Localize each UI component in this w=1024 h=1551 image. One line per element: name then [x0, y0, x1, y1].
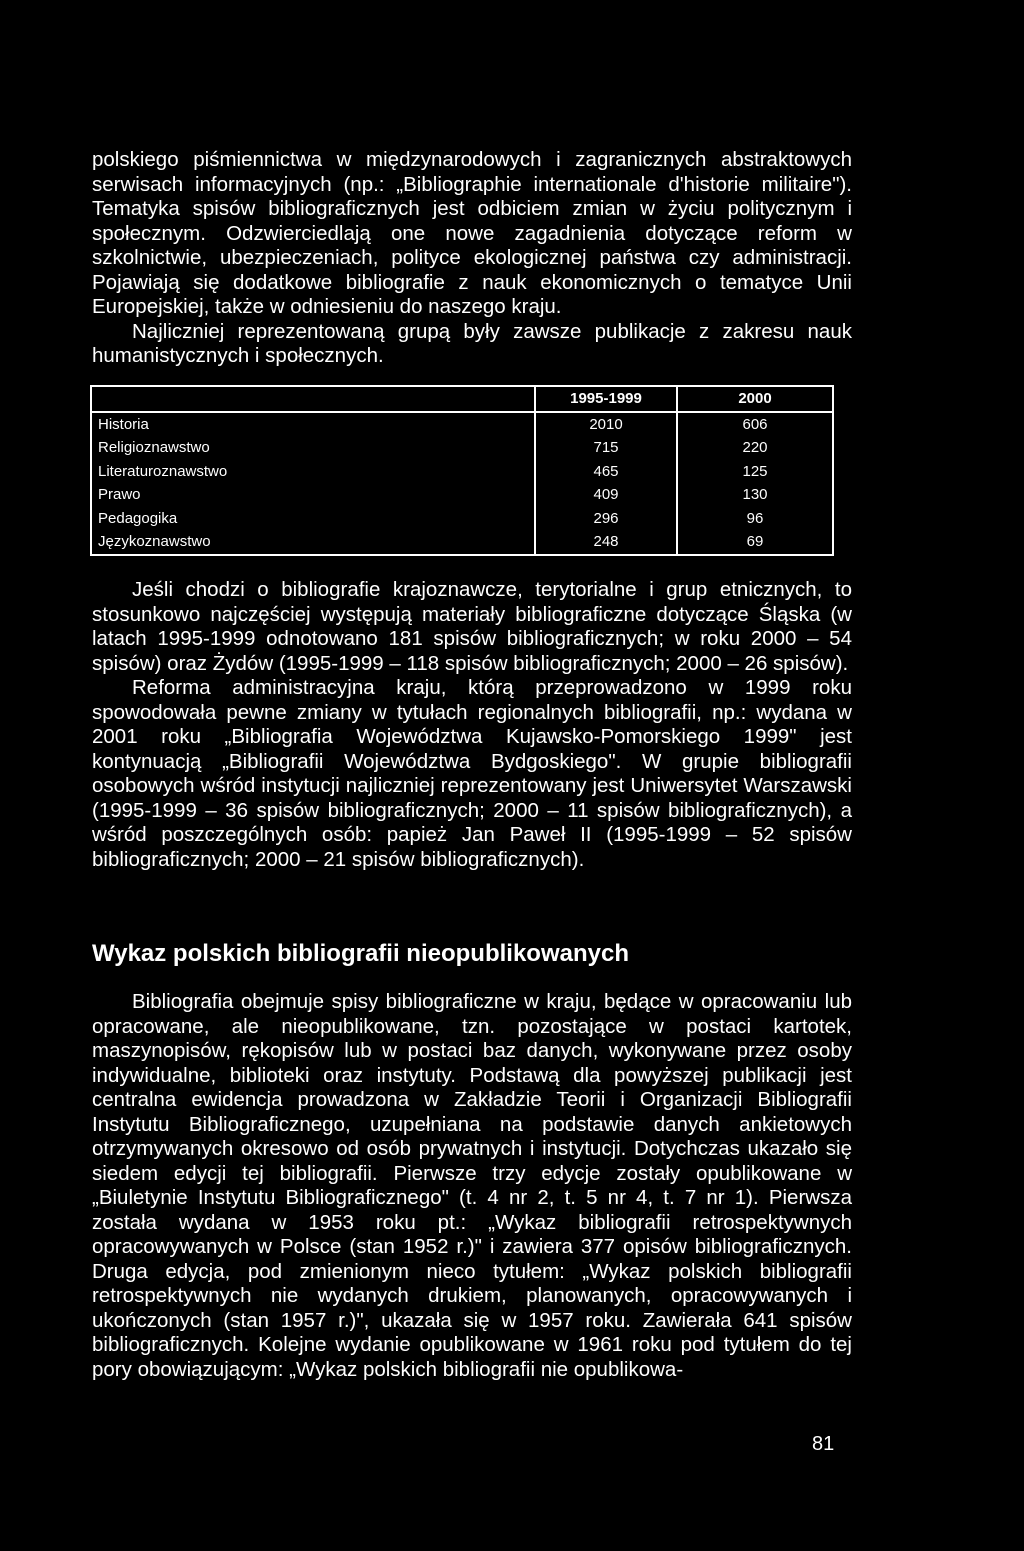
table-cell-value: 715 — [535, 436, 677, 460]
section-paragraph: Bibliografia obejmuje spisy bibliograficzne w kraju, będące w opracowaniu lub opracowane, ale nieopublikowane, tzn. pozostające w postaci kartotek, maszynopisów, rękopisów lub w postaci baz danych, wykonywane przez osoby indywidualne, biblioteki oraz instytuty. Podstawą dla powyższej publikacji jest centralna ewidencja prowadzona w Zakładzie Teorii i Organizacji Bibliografii Instytutu Bibliograficznego, uzupełniana na podstawie danych ankietowych otrzymywanych okresowo od osób prywatnych i instytucji. Dotychczas ukazało się siedem edycji tej bibliografii. Pierwsze trzy edycje zostały opublikowane w „Biuletynie Instytutu Bibliograficznego" (t. 4 nr 2, t. 5 nr 4, t. 7 nr 1). Pierwsza została wydana w 1953 roku pt.: „Wykaz bibliografii retrospektywnych opracowywanych w Polsce (stan 1952 r.)" i zawiera 377 opisów bibliograficznych. Druga edycja, pod zmienionym nieco tytułem: „Wykaz polskich bibliografii retrospektywnych nie wydanych drukiem, planowanych, opracowywanych i ukończonych (stan 1957 r.)", ukazała się w 1957 roku. Zawierała 641 spisów bibliograficznych. Kolejne wydanie opublikowane w 1961 roku pod tytułem do tej pory obowiązującym: „Wykaz polskich bibliografii nie opublikowa- — [92, 990, 852, 1381]
table-cell-value: 2010 — [535, 412, 677, 437]
table-header-cell — [91, 386, 535, 412]
table-cell-category: Językoznawstwo — [91, 530, 535, 555]
table-cell-category: Historia — [91, 412, 535, 437]
table-cell-category: Religioznawstwo — [91, 436, 535, 460]
section-body — [92, 990, 852, 1382]
table-cell-value: 248 — [535, 530, 677, 555]
table-cell-value: 465 — [535, 460, 677, 484]
section-heading: Wykaz polskich bibliografii nieopublikowanych — [92, 940, 629, 967]
body-paragraph: Reforma administracyjna kraju, którą przeprowadzono w 1999 roku spowodowała pewne zmiany w tytułach regionalnych bibliografii, np.: wydana w 2001 roku „Bibliografia Województwa Kujawsko-Pomorskiego 1999" jest kontynuacją „Bibliografii Województwa Bydgoskiego". W grupie bibliografii osobowych wśród instytucji najliczniej reprezentowany jest Uniwersytet Warszawski (1995-1999 – 36 spisów bibliograficznych; 2000 – 11 spisów bibliograficznych), a wśród poszczególnych osób: papież Jan Paweł II (1995-1999 – 52 spisów bibliograficznych; 2000 – 21 spisów bibliograficznych). — [92, 676, 852, 871]
table-row — [91, 460, 833, 484]
table-cell-value: 69 — [677, 530, 833, 555]
table-row — [91, 436, 833, 460]
table-cell-category: Pedagogika — [91, 507, 535, 531]
intro-paragraph-2: Najliczniej reprezentowaną grupą były zawsze publikacje z zakresu nauk humanistycznych i społecznych. — [92, 319, 852, 367]
table-row — [91, 483, 833, 507]
table-cell-value: 606 — [677, 412, 833, 437]
table-cell-category: Literaturoznawstwo — [91, 460, 535, 484]
section-heading-block — [92, 940, 852, 968]
table-cell-category: Prawo — [91, 483, 535, 507]
table-cell-value: 220 — [677, 436, 833, 460]
table-row — [91, 412, 833, 437]
body-paragraph: Jeśli chodzi o bibliografie krajoznawcze, terytorialne i grup etnicznych, to stosunkowo najczęściej występują materiały bibliograficzne dotyczące Śląska (w latach 1995-1999 odnotowano 181 spisów bibliograficznych; w roku 2000 – 54 spisów) oraz Żydów (1995-1999 – 118 spisów bibliograficznych; 2000 – 26 spisów). — [92, 578, 852, 675]
intro-paragraph: polskiego piśmiennictwa w międzynarodowych i zagranicznych abstraktowych serwisach informacyjnych (np.: „Bibliographie internationale d'historie militaire"). Tematyka spisów bibliograficznych jest odbiciem zmian w życiu politycznym i społecznym. Odzwierciedlają one nowe zagadnienia dotyczące reform w szkolnictwie, ubezpieczeniach, polityce ekologicznej państwa czy administracji. Pojawiają się dodatkowe bibliografie z nauk ekonomicznych o tematyce Unii Europejskiej, także w odniesieniu do naszego kraju. — [92, 148, 852, 318]
table-cell-value: 130 — [677, 483, 833, 507]
table-cell-value: 125 — [677, 460, 833, 484]
table-header-row — [91, 386, 833, 412]
table-header-cell: 2000 — [677, 386, 833, 412]
table-row — [91, 507, 833, 531]
body-section — [92, 578, 852, 872]
data-table-container — [90, 385, 850, 556]
page-number: 81 — [812, 1433, 835, 1455]
table-cell-value: 96 — [677, 507, 833, 531]
table-cell-value: 409 — [535, 483, 677, 507]
table-header-cell: 1995-1999 — [535, 386, 677, 412]
data-table — [90, 385, 834, 556]
table-row — [91, 530, 833, 555]
intro-section — [92, 148, 852, 369]
table-cell-value: 296 — [535, 507, 677, 531]
